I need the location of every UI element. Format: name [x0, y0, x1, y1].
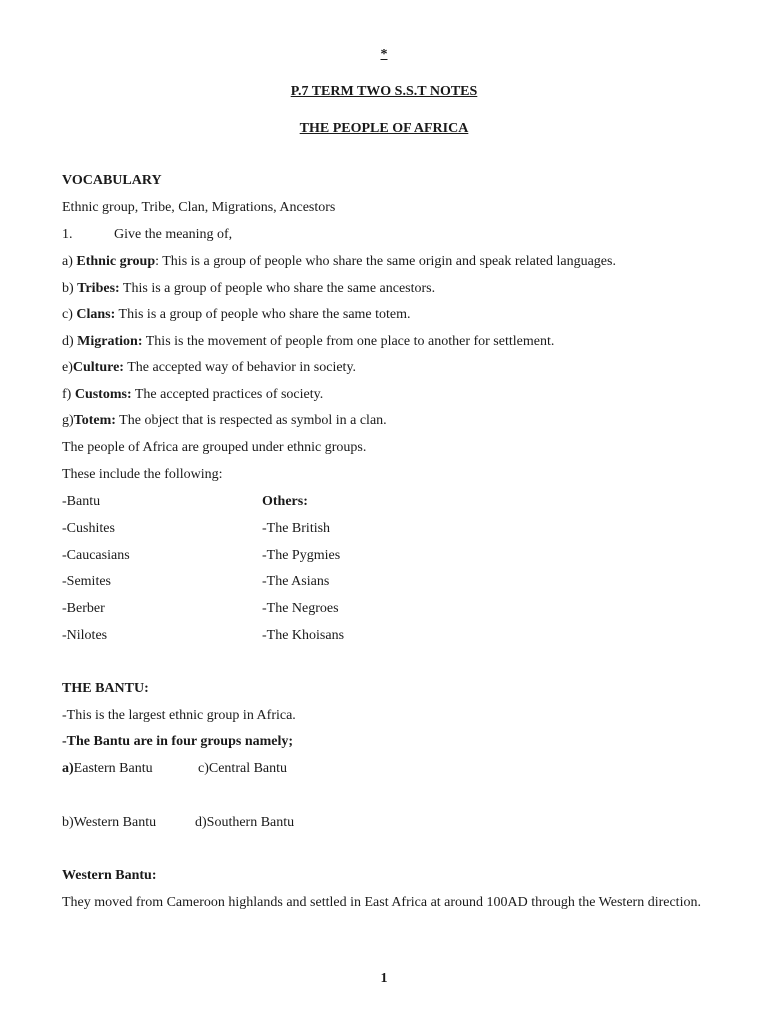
definition-term: Migration: — [77, 334, 143, 349]
include-sentence: These include the following: — [62, 467, 223, 482]
other-group-item: -The Pygmies — [262, 548, 341, 563]
definition-text: The object that is respected as symbol in a clan. — [115, 413, 387, 428]
western-bantu-heading: Western Bantu: — [62, 868, 157, 883]
other-group-item: -The British — [262, 521, 331, 536]
bantu-group-b: b)Western Bantu — [62, 815, 157, 830]
group-item: -Cushites — [62, 521, 115, 536]
definition-ethnic-group — [62, 254, 616, 270]
definition-term: Tribes: — [77, 281, 120, 296]
definition-prefix: e) — [62, 360, 73, 375]
definition-text: The accepted way of behavior in society. — [123, 360, 357, 375]
definition-prefix: c) — [62, 307, 77, 322]
others-heading: Others: — [262, 494, 308, 509]
definition-term: Ethnic group — [76, 254, 156, 269]
bantu-group-a — [62, 761, 153, 777]
group-label: a) — [62, 761, 74, 776]
group-text: Eastern Bantu — [73, 761, 153, 776]
definition-prefix: d) — [62, 334, 78, 349]
definition-prefix: b) — [62, 281, 78, 296]
group-item: -Bantu — [62, 494, 101, 509]
other-group-item: -The Asians — [262, 574, 330, 589]
definition-clans — [62, 307, 411, 323]
western-bantu-paragraph: They moved from Cameroon highlands and settled in East Africa at around 100AD through the Western direction. — [62, 895, 701, 910]
question-number: 1. — [62, 227, 73, 242]
definition-term: Customs: — [74, 387, 132, 402]
definition-text: The accepted practices of society. — [131, 387, 324, 402]
group-item: -Nilotes — [62, 628, 108, 643]
definition-tribes — [62, 281, 435, 297]
page-number: 1 — [380, 971, 388, 986]
vocabulary-words: Ethnic group, Tribe, Clan, Migrations, Ancestors — [62, 200, 336, 215]
definition-term: Totem: — [73, 413, 116, 428]
document-subtitle: THE PEOPLE OF AFRICA — [299, 121, 469, 136]
header-mark: * — [380, 47, 388, 62]
other-group-item: -The Khoisans — [262, 628, 345, 643]
definition-migration — [62, 334, 554, 350]
definition-text: This is a group of people who share the same ancestors. — [119, 281, 436, 296]
group-item: -Caucasians — [62, 548, 130, 563]
bantu-heading: THE BANTU: — [62, 681, 149, 696]
definition-term: Culture: — [72, 360, 124, 375]
group-item: -Semites — [62, 574, 111, 589]
definition-prefix: g) — [62, 413, 74, 428]
definition-prefix: f) — [62, 387, 75, 402]
bantu-group-d: d)Southern Bantu — [195, 815, 295, 830]
vocabulary-heading: VOCABULARY — [62, 173, 162, 188]
definition-text: This is a group of people who share the same totem. — [115, 307, 411, 322]
definition-text: : This is a group of people who share the same origin and speak related languages. — [155, 254, 616, 269]
definition-text: This is the movement of people from one place to another for settlement. — [142, 334, 555, 349]
question-text: Give the meaning of, — [114, 227, 233, 242]
definition-customs — [62, 387, 323, 403]
definition-culture — [62, 360, 356, 376]
question-one — [62, 227, 232, 243]
group-item: -Berber — [62, 601, 105, 616]
definition-term: Clans: — [76, 307, 116, 322]
bantu-four-groups: -The Bantu are in four groups namely; — [62, 734, 294, 749]
definition-prefix: a) — [62, 254, 77, 269]
document-title: P.7 TERM TWO S.S.T NOTES — [290, 84, 478, 99]
bantu-largest: -This is the largest ethnic group in Africa. — [62, 708, 296, 723]
bantu-group-c: c)Central Bantu — [198, 761, 288, 776]
grouped-sentence: The people of Africa are grouped under ethnic groups. — [62, 440, 367, 455]
other-group-item: -The Negroes — [262, 601, 339, 616]
definition-totem — [62, 413, 387, 429]
